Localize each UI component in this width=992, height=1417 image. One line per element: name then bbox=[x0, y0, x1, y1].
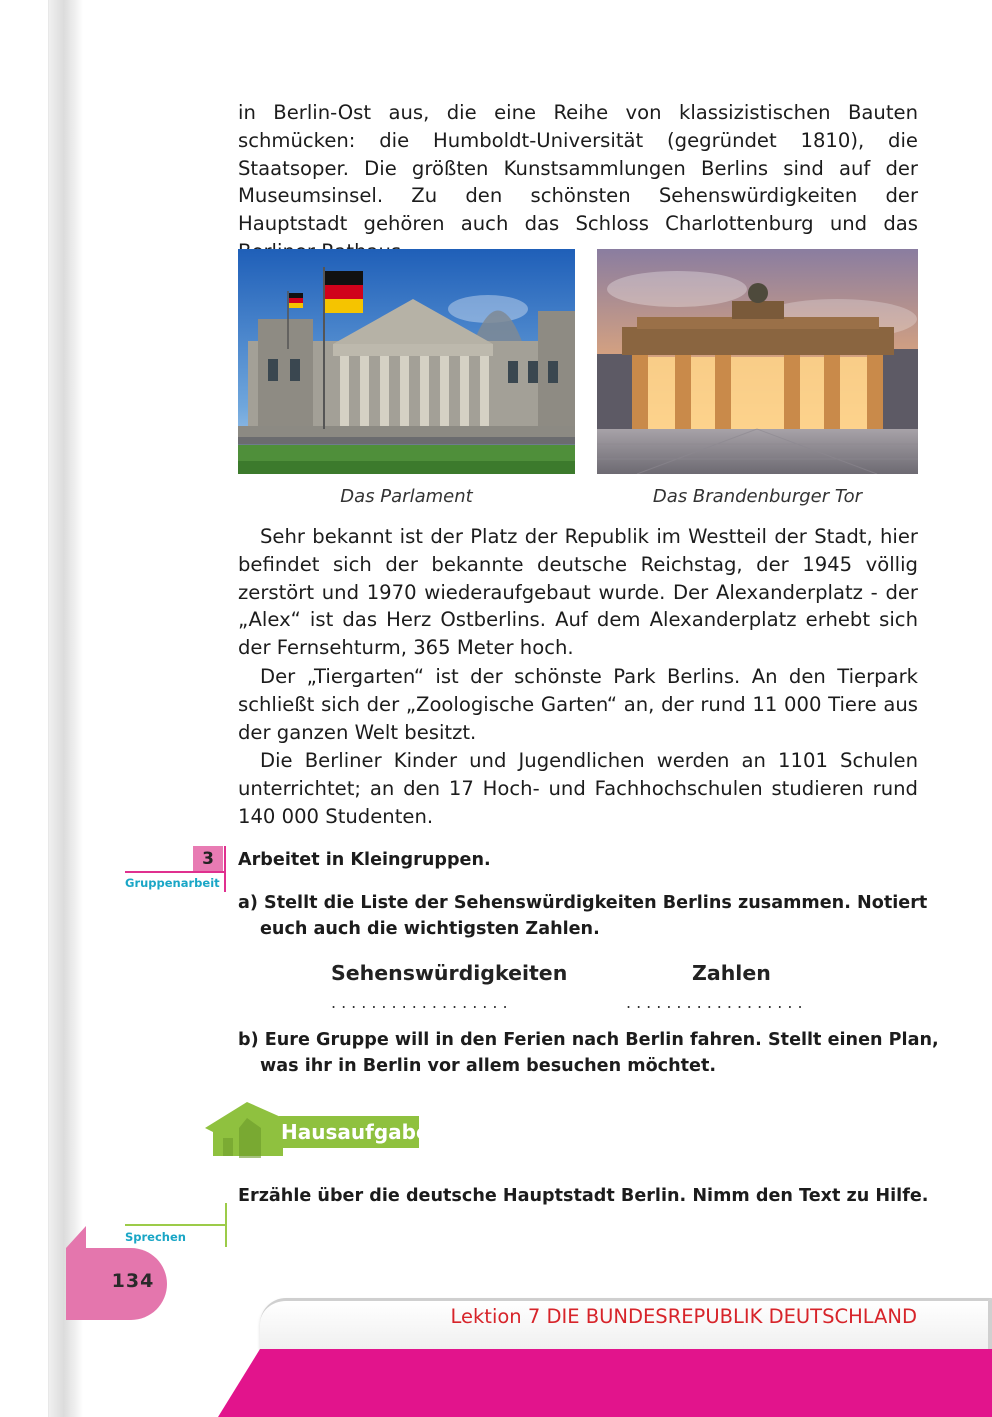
homework-badge: Hausaufgabe bbox=[279, 1116, 419, 1148]
column-header-zahlen: Zahlen bbox=[692, 961, 771, 985]
reichstag-illustration bbox=[238, 249, 575, 474]
brandenburg-gate-illustration bbox=[597, 249, 918, 474]
paragraph-tiergarten: Der „Tiergarten“ ist der schönste Park Berlins. An den Tierpark schließt sich der „Zoologische Garten“ an, der rund 11 000 Tiere aus der ganzen Welt besitzt. bbox=[238, 665, 918, 744]
photo-parlament bbox=[238, 249, 575, 474]
caption-brandenburger-tor: Das Brandenburger Tor bbox=[652, 486, 863, 507]
sprechen-label: Sprechen bbox=[125, 1230, 186, 1244]
homework-text: Erzähle über die deutsche Hauptstadt Berlin. Nimm den Text zu Hilfe. bbox=[238, 1186, 929, 1206]
task-marker-vline bbox=[224, 846, 226, 892]
dots-zahlen: .................. bbox=[626, 993, 808, 1012]
task-type-label: Gruppenarbeit bbox=[125, 876, 220, 890]
caption-parlament: Das Parlament bbox=[340, 486, 473, 507]
task-b: b) Eure Gruppe will in den Ferien nach Berlin fahren. Stellt einen Plan, was ihr in Berlin vor allem besuchen möchtet. bbox=[238, 1030, 939, 1076]
spine-edge bbox=[48, 0, 49, 1417]
photo-brandenburger-tor bbox=[597, 249, 918, 474]
house-icon bbox=[205, 1100, 285, 1160]
book-spine bbox=[48, 0, 83, 1417]
dots-sehenswuerdigkeiten: .................. bbox=[331, 993, 513, 1012]
page-number: 134 bbox=[111, 1270, 155, 1292]
paragraph-platz-der-republik: Sehr bekannt ist der Platz der Republik im Westteil der Stadt, hier befindet sich der bekannte deutsche Reichstag, der 1945 völlig zerstört und 1970 wiederaufgebaut wurde. Der Alexanderplatz - der „Alex“ ist das Herz Ostberlins. Auf dem Alexanderplatz erhebt sich der Fernsehturm, 365 Meter hoch. bbox=[238, 525, 918, 660]
column-header-sehenswuerdigkeiten: Sehenswürdigkeiten bbox=[331, 961, 568, 985]
task-a: a) Stellt die Liste der Sehenswürdigkeiten Berlins zusammen. Notiert euch auch die wichtigsten Zahlen. bbox=[238, 893, 928, 939]
task-number-badge: 3 bbox=[193, 846, 223, 872]
task-title: Arbeitet in Kleingruppen. bbox=[238, 850, 491, 870]
paragraph-intro: in Berlin-Ost aus, die eine Reihe von klassizistischen Bauten schmücken: die Humboldt-Universität (gegründet 1810), die Staatsoper. Die größten Kunstsammlungen Berlins sind auf der Museumsinsel. Zu den schönsten Sehenswürdigkeiten der Hauptstadt gehören auch das Schloss Charlottenburg und das bbox=[238, 101, 918, 236]
paragraph-schulen: Die Berliner Kinder und Jugendlichen werden an 1101 Schulen unterrichtet; an den 17 Hoch- und Fachhochschulen studieren rund 140 000 Studenten. bbox=[238, 749, 918, 828]
footer-magenta-band bbox=[218, 1349, 992, 1417]
task-marker-line bbox=[125, 871, 225, 873]
chapter-title: Lektion 7 DIE BUNDESREPUBLIK DEUTSCHLAND bbox=[450, 1305, 917, 1328]
page-tab-corner bbox=[66, 1226, 86, 1248]
sprechen-marker-vline bbox=[225, 1203, 227, 1247]
sprechen-marker-line bbox=[125, 1224, 225, 1226]
